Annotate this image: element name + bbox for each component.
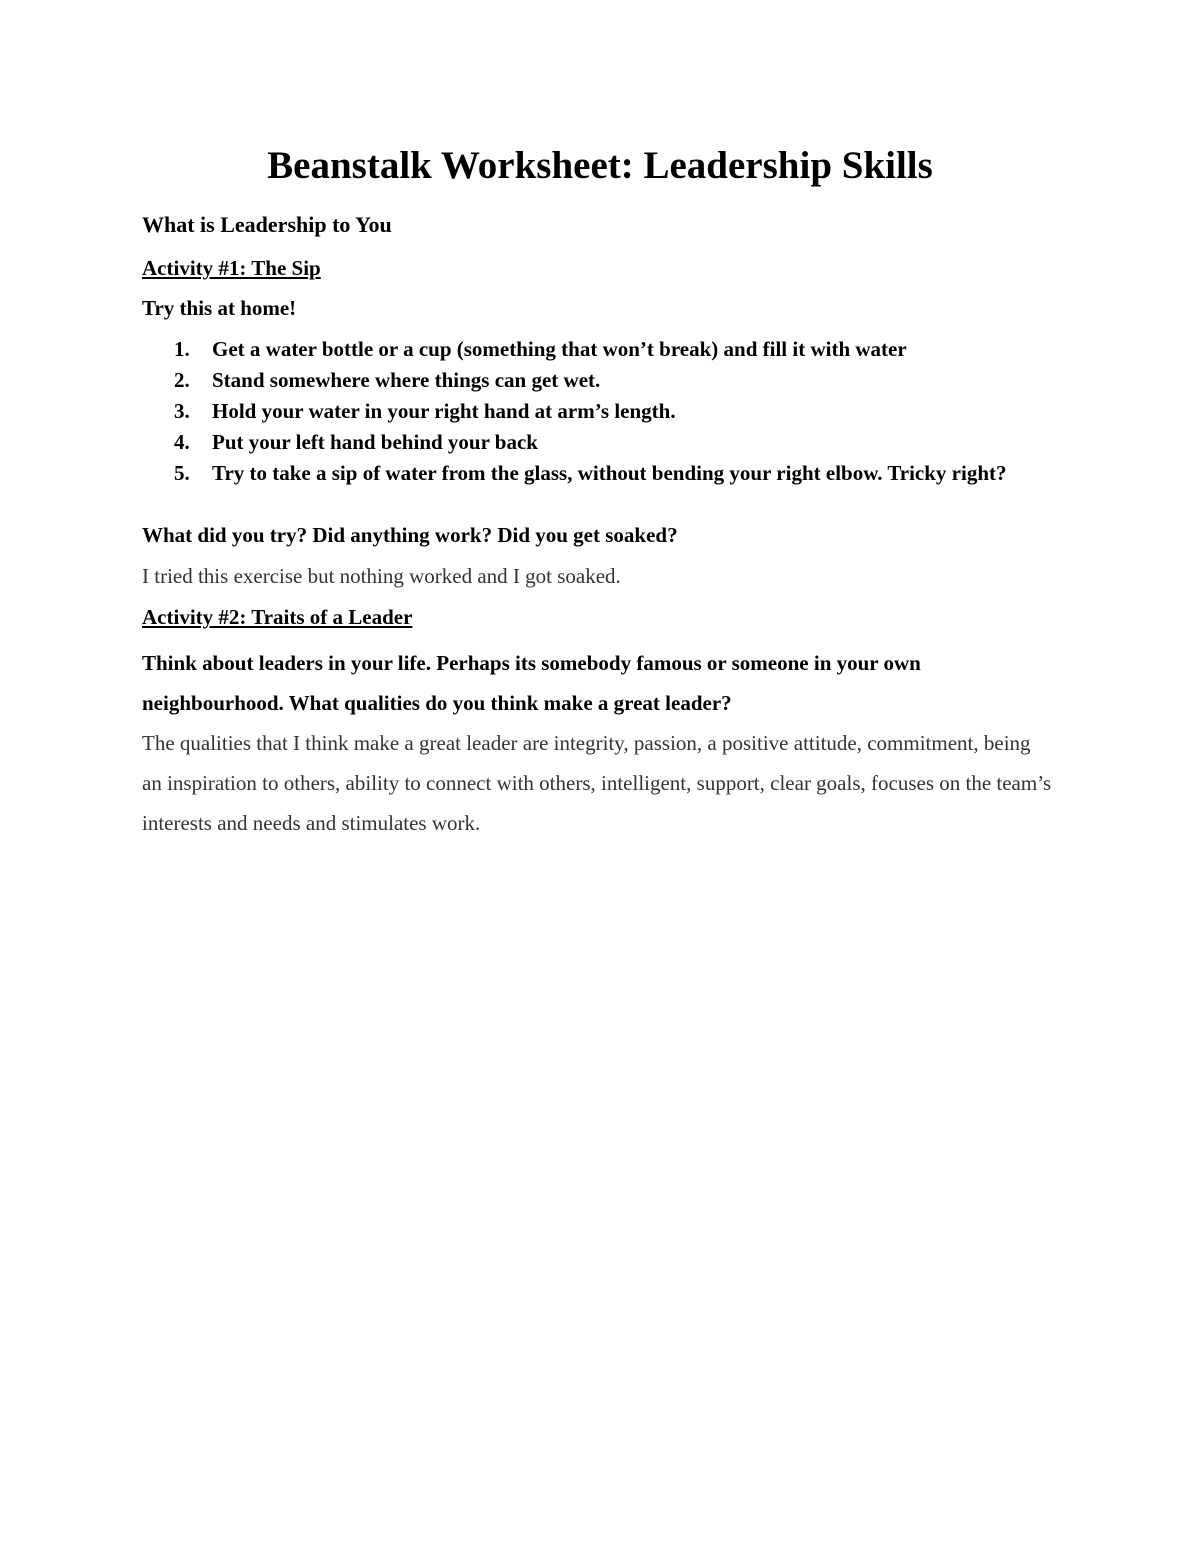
step-number: 3. bbox=[174, 399, 190, 423]
step-text: Hold your water in your right hand at arm’s length. bbox=[212, 399, 676, 423]
activity-1-intro: Try this at home! bbox=[142, 296, 297, 320]
activity-1-question: What did you try? Did anything work? Did you get soaked? bbox=[142, 523, 678, 547]
step-text: Put your left hand behind your back bbox=[212, 430, 538, 454]
step-number: 2. bbox=[174, 368, 190, 392]
activity-1-answer: I tried this exercise but nothing worked and I got soaked. bbox=[142, 564, 621, 588]
page-title: Beanstalk Worksheet: Leadership Skills bbox=[267, 144, 933, 187]
list-item bbox=[142, 365, 1052, 396]
activity-2-heading: Activity #2: Traits of a Leader bbox=[142, 605, 413, 629]
step-text: Stand somewhere where things can get wet. bbox=[212, 368, 601, 392]
activity-2-question: Think about leaders in your life. Perhaps its somebody famous or someone in your own neighbourhood. What qualities do you think make a great leader? bbox=[142, 651, 921, 715]
list-item bbox=[142, 427, 1052, 458]
activity-1-steps bbox=[142, 334, 1052, 489]
activity-1-heading: Activity #1: The Sip bbox=[142, 256, 321, 280]
step-text: Try to take a sip of water from the glass, without bending your right elbow. Tricky right? bbox=[212, 461, 1007, 485]
list-item bbox=[142, 396, 1052, 427]
step-text: Get a water bottle or a cup (something that won’t break) and fill it with water bbox=[212, 337, 907, 361]
step-number: 1. bbox=[174, 337, 190, 361]
section-heading: What is Leadership to You bbox=[142, 212, 392, 237]
list-item bbox=[142, 334, 1052, 365]
step-number: 5. bbox=[174, 461, 190, 485]
list-item bbox=[142, 458, 1052, 489]
activity-2-answer: The qualities that I think make a great leader are integrity, passion, a positive attitude, commitment, being an inspiration to others, ability to connect with others, intelligent, support, clear goals, focuses on the team’s interests and needs and stimulates work. bbox=[142, 731, 1052, 835]
step-number: 4. bbox=[174, 430, 190, 454]
